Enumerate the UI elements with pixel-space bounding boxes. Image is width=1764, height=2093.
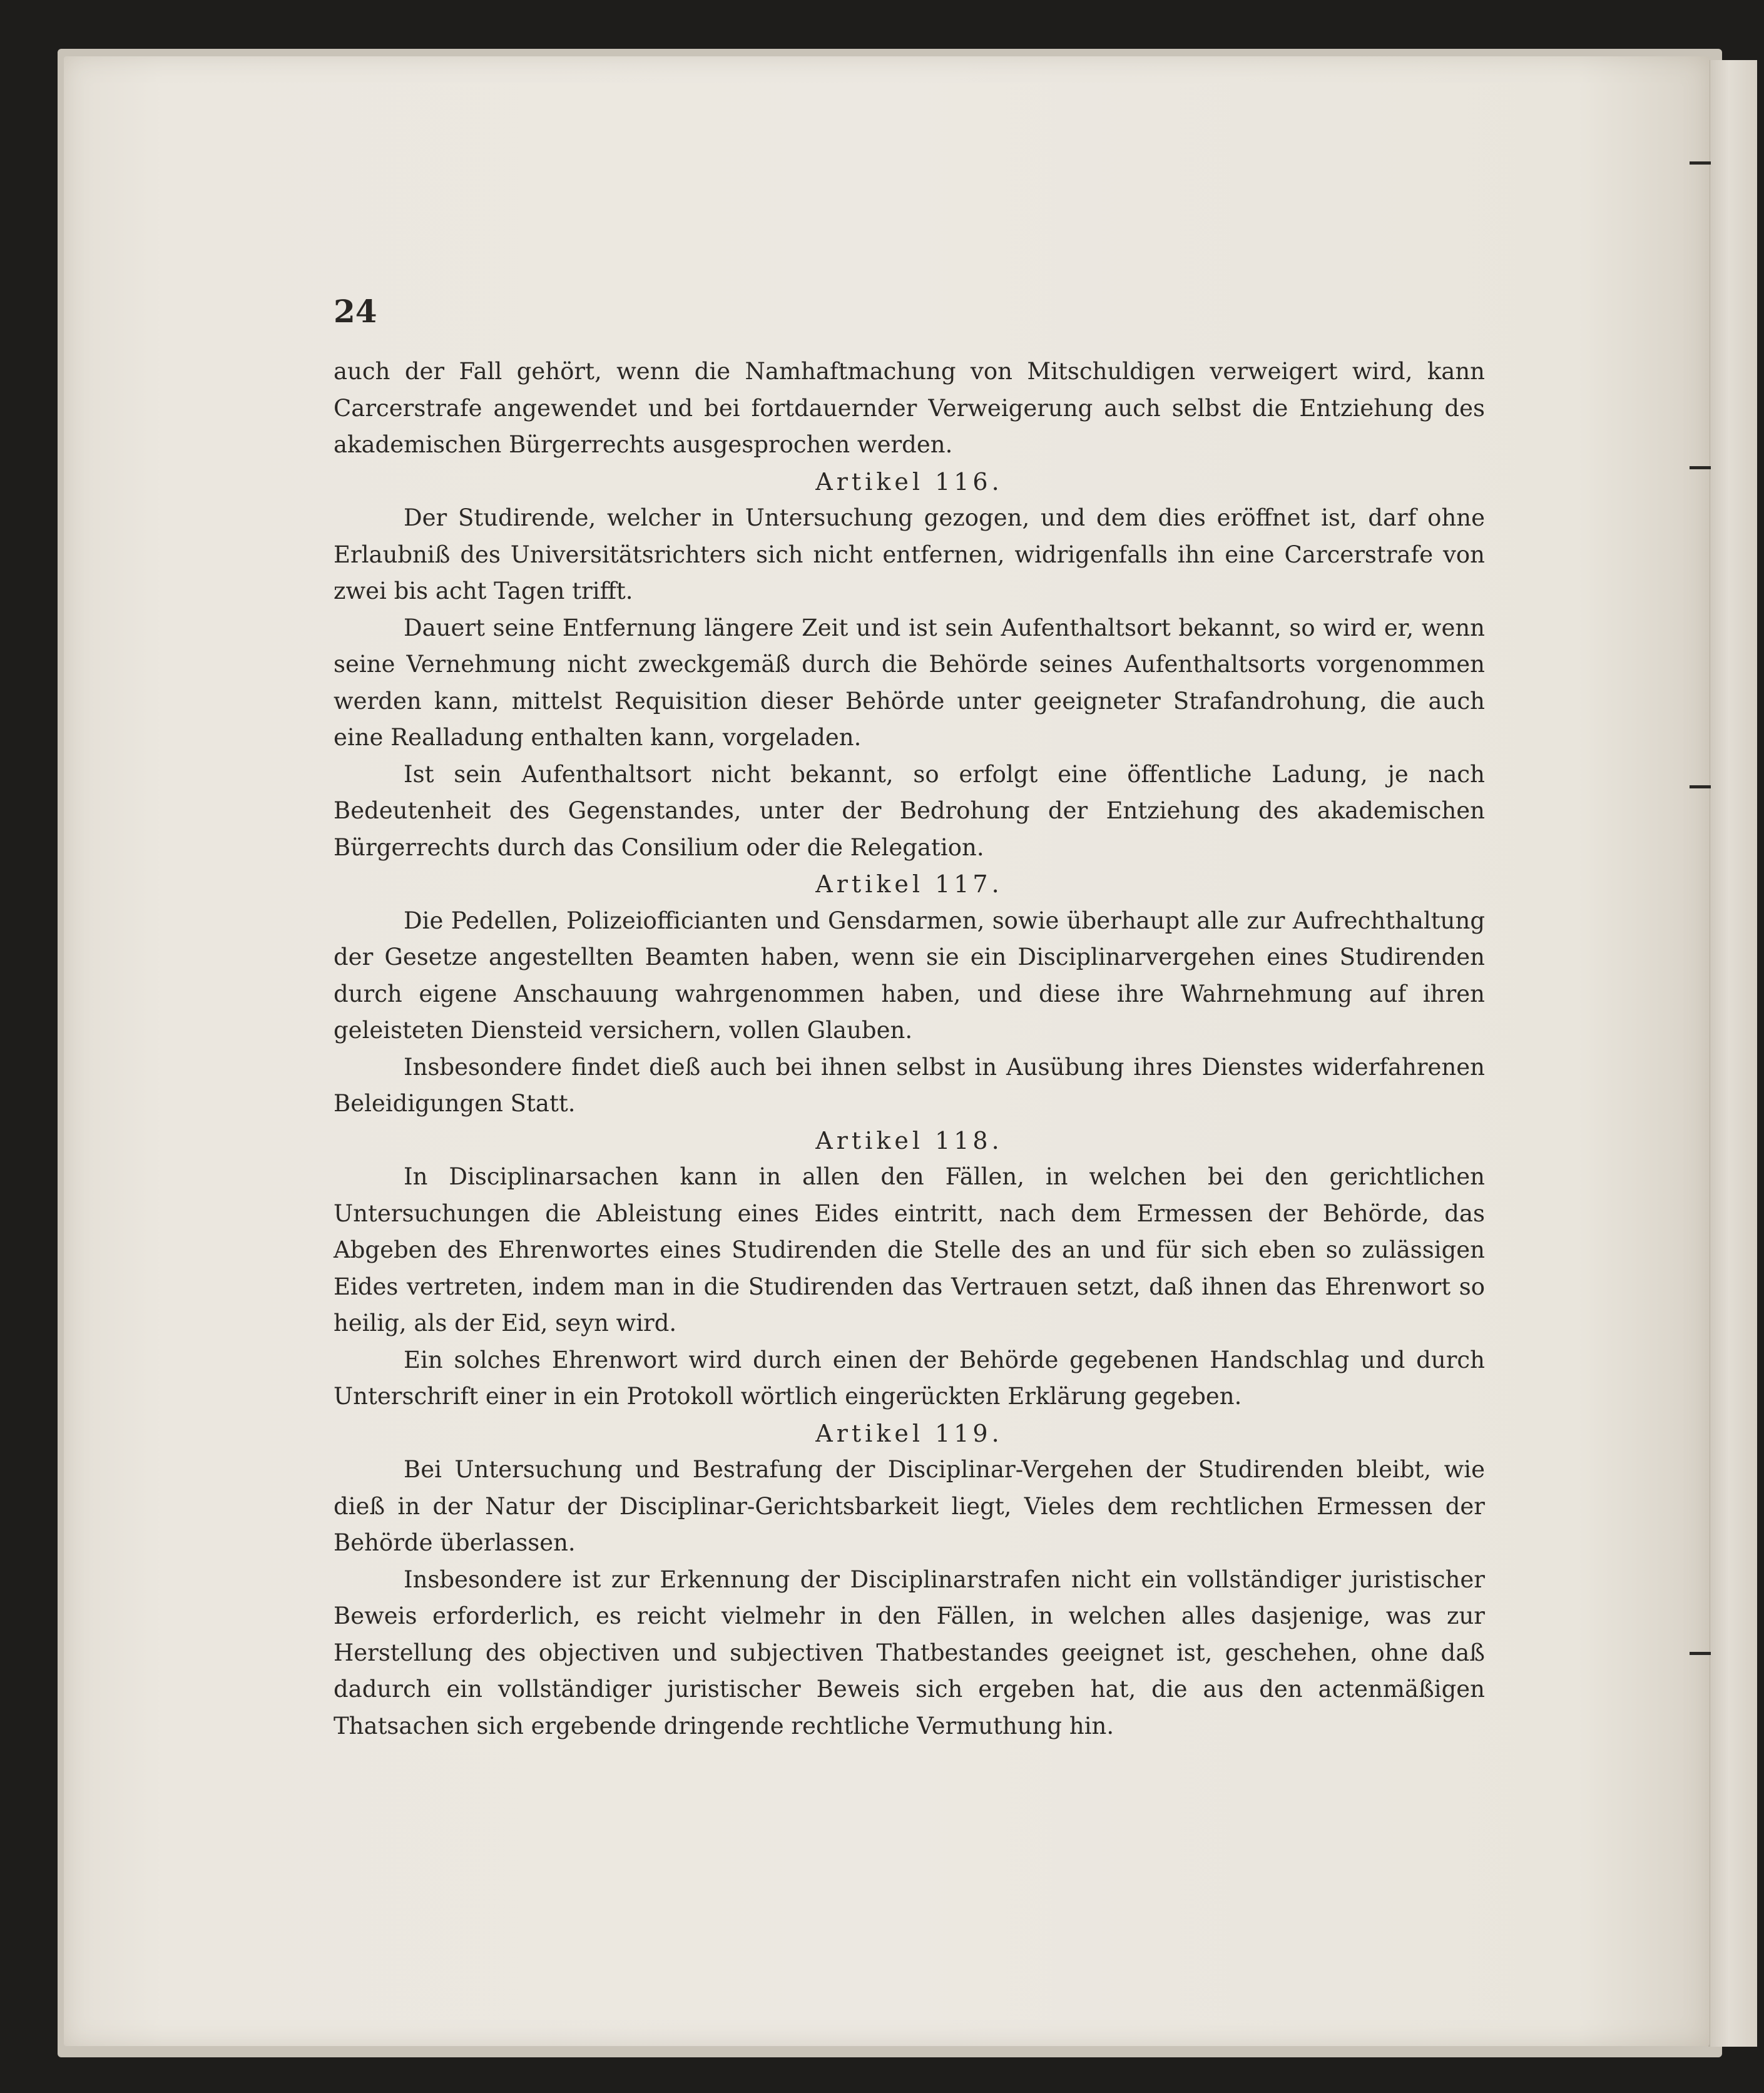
page-number: 24 [334, 293, 377, 330]
paragraph: Ist sein Aufenthaltsort nicht bekannt, so erfolgt eine öffentliche Ladung, je nach Bedeutenheit des Gegenstandes, unter der Bedrohung der Entziehung des akademischen Bürgerrechts durch das Consilium oder die Relegation. [334, 760, 1485, 861]
paragraph: Der Studirende, welcher in Untersuchung gezogen, und dem dies eröffnet ist, darf ohne Erlaubniß des Universitätsrichters sich nicht entfernen, widrigenfalls ihn eine Carcerstrafe von zwei bis acht Tagen trifft. [334, 504, 1485, 604]
article-heading: Artikel 118. [815, 1126, 1003, 1154]
article-heading: Artikel 117. [815, 870, 1003, 898]
article-heading: Artikel 116. [815, 467, 1003, 496]
paragraph: Bei Untersuchung und Bestrafung der Disciplinar-Vergehen der Studirenden bleibt, wie dieß in der Natur der Disciplinar-Gerichtsbarkeit liegt, Vieles dem rechtlichen Ermessen der Behörde überlassen. [334, 1456, 1485, 1556]
paragraph: Insbesondere ist zur Erkennung der Disciplinarstrafen nicht ein vollständiger juristischer Beweis erforderlich, es reicht vielmehr in den Fällen, in welchen alles dasjenige, was zur Herstellung des objectiven und subjectiven Thatbestandes geeignet ist, geschehen, ohne daß dadurch ein vollständiger juristischer Beweis sich ergeben hat, die aus den actenmäßigen Thatsachen sich ergebende dringende rechtliche Vermuthung hin. [334, 1566, 1485, 1739]
paragraph: Dauert seine Entfernung längere Zeit und ist sein Aufenthaltsort bekannt, so wird er, wenn seine Vernehmung nicht zweckgemäß durch die Behörde seines Aufenthaltsorts vorgenommen werden kann, mittelst Requisition dieser Behörde unter geeigneter Strafandrohung, die auch eine Realladung enthalten kann, vorgeladen. [334, 614, 1485, 751]
page-tab-mark [1690, 161, 1711, 165]
paragraph: auch der Fall gehört, wenn die Namhaftmachung von Mitschuldigen verweigert wird, kann Carcerstrafe angewendet und bei fortdauernder Verweigerung auch selbst die Entziehung des akademischen Bürgerrechts ausgesprochen werden. [334, 358, 1485, 458]
paragraph: Ein solches Ehrenwort wird durch einen der Behörde gegebenen Handschlag und durch Unterschrift einer in ein Protokoll wörtlich eingerückten Erklärung gegeben. [334, 1346, 1485, 1410]
next-page-edge [1708, 60, 1757, 2047]
article-heading: Artikel 119. [815, 1419, 1003, 1447]
page-tab-mark [1690, 466, 1711, 469]
paragraph: Die Pedellen, Polizeiofficianten und Gensdarmen, sowie überhaupt alle zur Aufrechthaltung der Gesetze angestellten Beamten haben, wenn sie ein Disciplinarvergehen eines Studirenden durch eigene Anschauung wahrgenommen haben, und diese ihre Wahrnehmung auf ihren geleisteten Diensteid versichern, vollen Glauben. [334, 907, 1485, 1044]
paragraph: Insbesondere findet dieß auch bei ihnen selbst in Ausübung ihres Dienstes widerfahrenen Beleidigungen Statt. [334, 1053, 1485, 1117]
page-tab-mark [1690, 1652, 1711, 1655]
paragraph: In Disciplinarsachen kann in allen den Fällen, in welchen bei den gerichtlichen Untersuchungen die Ableistung eines Eides eintritt, nach dem Ermessen der Behörde, das Abgeben des Ehrenwortes eines Studirenden die Stelle des an und für sich eben so zulässigen Eides vertreten, indem man in die Studirenden das Vertrauen setzt, daß ihnen das Ehrenwort so heilig, als der Eid, seyn wird. [334, 1163, 1485, 1337]
document-body [334, 354, 1485, 1744]
page-tab-mark [1690, 785, 1711, 788]
